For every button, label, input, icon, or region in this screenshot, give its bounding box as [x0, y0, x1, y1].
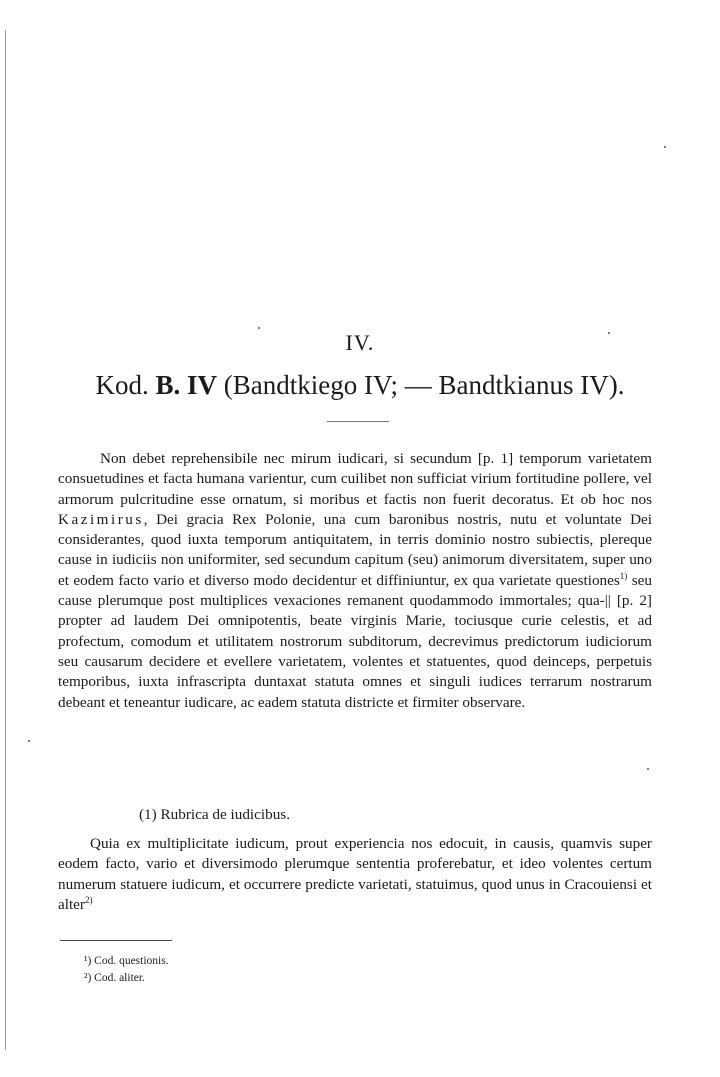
page-title	[0, 370, 720, 401]
scan-edge	[5, 30, 6, 1050]
rubric-heading: (1) Rubrica de iudicibus.	[139, 806, 290, 823]
footnote-1: ¹) Cod. questionis.	[84, 955, 169, 967]
footnote-divider	[60, 940, 172, 941]
title-suffix: (Bandtkiego IV; — Bandtkianus IV).	[217, 370, 625, 400]
king-name: Kazimirus	[58, 510, 144, 528]
footnote-ref-2: 2)	[84, 894, 93, 905]
paragraph-1-text-c: seu cause plerumque post multiplices vexaciones remanent quodammodo immortales; qua-|| [p. 2] propter ad laudem Dei omnipotentis, beate virginis Marie, tociusque curie celestis, et ad profectum, comodum et utilitatem nostrorum subditorum, decrevimus predictorum iudiciorum seu causarum decidere et evellere varietatem, volentes et statuentes, quod deinceps, perpetuis temporibus, iuxta infrascripta duntaxat statuta omnes et singuli iudices terrarum nostrarum debeant et teneantur iudicare, ac eadem statuta districte et firmiter observare.	[58, 571, 652, 711]
section-number: IV.	[345, 330, 375, 355]
scan-speck	[258, 327, 260, 329]
scan-speck	[664, 146, 666, 148]
title-codex: B. IV	[155, 370, 218, 400]
paragraph-2	[58, 834, 652, 915]
footnotes	[84, 953, 169, 987]
title-divider	[327, 421, 389, 422]
paragraph-1-text-b: , Dei gracia Rex Polonie, una cum baronibus nostris, nutu et voluntate Dei considerantes, quod iuxta temporum antiquitatem, in terris dominio nostro subiectis, plereque cause in iudiciis non uniformiter, sed secundum capitum (seu) animorum diversitatem, super uno et eodem facto vario et diverso modo decidentur et diffiniuntur, ex qua varietate questiones	[58, 510, 652, 589]
scan-speck	[647, 768, 649, 770]
scan-speck	[28, 740, 30, 742]
paragraph-2-text-a: Quia ex multiplicitate iudicum, prout experiencia nos edocuit, in causis, quamvis super eodem facto, vario et diversimodo plerumque sententia proferebatur, et ideo volentes certum numerum statuere iudicum, et occurrere predicte varietati, statuimus, quod unus in Cracouiensi et alter	[58, 835, 652, 913]
title-prefix: Kod.	[95, 370, 156, 400]
footnote-ref-1: 1)	[619, 570, 628, 581]
paragraph-1-text-a: Non debet reprehensibile nec mirum iudicari, si secundum [p. 1] temporum varietatem consuetudines et facta humana varientur, cum cuilibet non sufficiat virium fortitudine pollere, vel armorum pulcritudine esse ornatum, si moribus et factis non fuerit decoratus. Et ob hoc nos	[58, 450, 652, 508]
footnote-2: ²) Cod. aliter.	[84, 972, 145, 984]
paragraph-1	[58, 449, 652, 713]
